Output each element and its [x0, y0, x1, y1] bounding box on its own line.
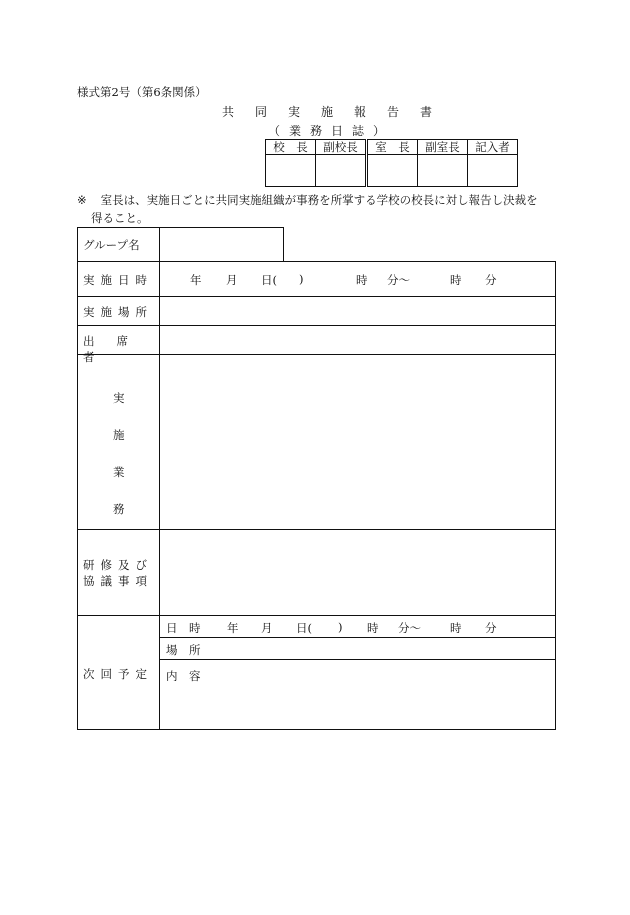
next-start-hour-unit: 時	[367, 621, 379, 635]
work-content-field[interactable]	[160, 355, 555, 529]
approval-stamp-office-head[interactable]	[367, 155, 418, 187]
group-name-field[interactable]	[160, 228, 283, 261]
place-label: 実施場所	[83, 305, 153, 319]
approval-stamp-deputy-office-head[interactable]	[418, 155, 468, 187]
approval-stamp-recorder[interactable]	[468, 155, 518, 187]
place-field[interactable]	[160, 297, 555, 325]
next-day-unit: 日(	[296, 621, 312, 635]
approval-header-principal: 校 長	[266, 140, 316, 155]
next-place-prefix: 場 所	[166, 643, 201, 657]
approval-header-recorder: 記入者	[468, 140, 518, 155]
row-border	[77, 261, 556, 262]
next-end-minute-unit: 分	[485, 621, 497, 635]
row-border	[159, 659, 556, 660]
date-end-minute-unit: 分	[485, 273, 497, 287]
form-number: 様式第2号（第6条関係）	[77, 85, 207, 99]
date-day-unit: 日(	[261, 273, 277, 287]
report-form	[77, 227, 556, 730]
document-title: 共同実施報告書	[222, 105, 454, 119]
approval-header-deputy-office-head: 副室長	[418, 140, 468, 155]
next-schedule-label: 次回予定	[83, 667, 153, 681]
row-border	[77, 615, 556, 616]
approval-header-office-head: 室 長	[367, 140, 418, 155]
left-border	[77, 227, 78, 730]
next-year-unit: 年	[227, 621, 239, 635]
note-mark: ※	[77, 193, 87, 207]
approval-stamp-table	[265, 139, 518, 187]
next-end-hour-unit: 時	[450, 621, 462, 635]
note-line-2: 得ること。	[91, 211, 149, 225]
training-label-line1: 研修及び	[83, 558, 153, 572]
document-subtitle: （業務日誌）	[268, 124, 395, 138]
next-datetime-prefix: 日 時	[166, 621, 201, 635]
date-start-minute-unit: 分〜	[387, 273, 410, 287]
right-border	[555, 261, 556, 730]
next-start-minute-unit: 分〜	[398, 621, 421, 635]
approval-header-vice-principal: 副校長	[316, 140, 367, 155]
approval-stamp-vice-principal[interactable]	[316, 155, 367, 187]
date-label: 実施日時	[83, 273, 153, 287]
attendees-label: 出席者	[83, 334, 150, 364]
date-end-hour-unit: 時	[450, 273, 462, 287]
note-text-1: 室長は、実施日ごとに共同実施組織が事務を所掌する学校の校長に対し報告し決裁を	[100, 193, 538, 207]
date-year-unit: 年	[190, 273, 202, 287]
next-content-prefix: 内 容	[166, 669, 201, 683]
next-content-field[interactable]	[160, 682, 555, 729]
approval-stamp-principal[interactable]	[266, 155, 316, 187]
bottom-border	[77, 729, 556, 730]
date-weekday-close: )	[299, 272, 304, 286]
date-start-hour-unit: 時	[356, 273, 368, 287]
date-month-unit: 月	[226, 273, 238, 287]
group-name-label: グループ名	[83, 238, 140, 252]
work-label: 実施業務	[113, 391, 125, 516]
note-line-1	[77, 192, 538, 208]
training-label-line2: 協議事項	[83, 574, 153, 588]
training-field[interactable]	[160, 530, 555, 615]
next-month-unit: 月	[261, 621, 273, 635]
attendees-field[interactable]	[160, 326, 555, 354]
group-right-border	[283, 227, 284, 262]
next-weekday-close: )	[338, 620, 343, 634]
next-place-field[interactable]	[217, 638, 555, 659]
